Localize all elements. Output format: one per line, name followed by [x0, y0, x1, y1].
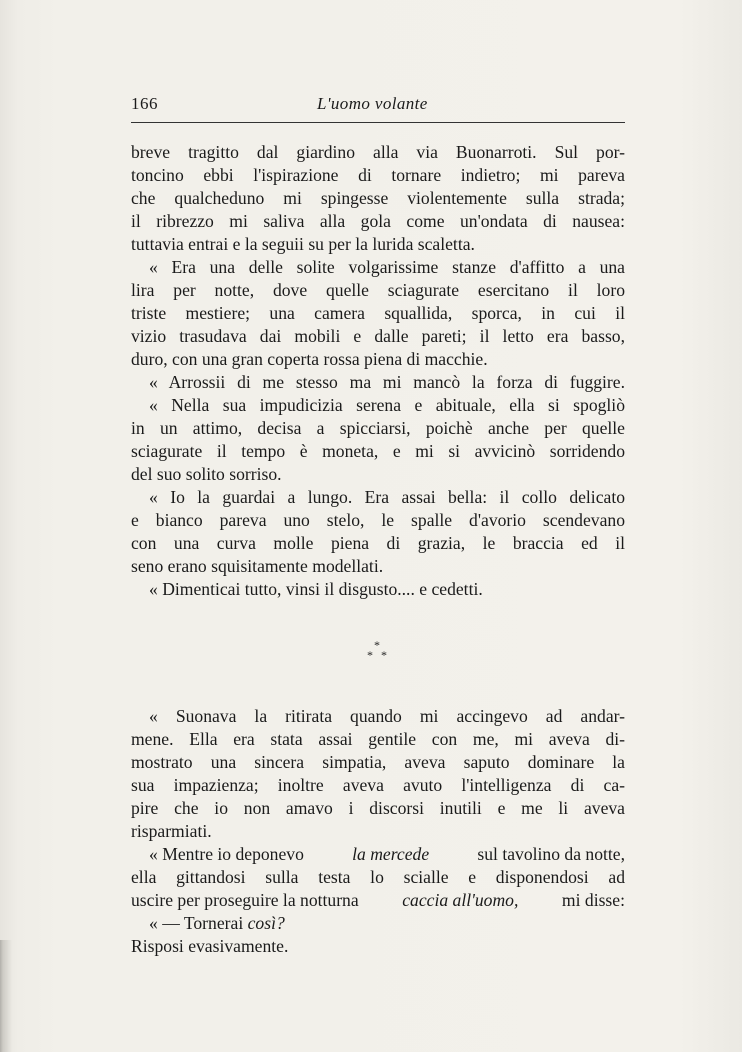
text-line: pire che io non amavo i discorsi inutili e me li aveva: [131, 798, 625, 818]
text-line: « Era una delle solite volgarissime stanze d'affitto a una: [149, 257, 625, 277]
text-line: duro, con una gran coperta rossa piena di macchie.: [131, 349, 488, 369]
text-line: seno erano squisitamente modellati.: [131, 556, 384, 576]
text-line: [131, 889, 625, 912]
italic-phrase: la mercede: [352, 844, 430, 864]
separator-star: *: [367, 648, 373, 662]
text-line: ella gittandosi sulla testa lo scialle e disponendosi ad: [131, 867, 625, 887]
text-line: risparmiati.: [131, 821, 212, 841]
text-line: « Io la guardai a lungo. Era assai bella: il collo delicato: [149, 487, 625, 507]
text-line: in un attimo, decisa a spicciarsi, poichè anche per quelle: [131, 418, 625, 438]
text-segment: « Mentre io deponevo: [149, 844, 304, 864]
text-line: tuttavia entrai e la seguii su per la lurida scaletta.: [131, 234, 475, 254]
text-line: toncino ebbi l'ispirazione di tornare indietro; mi pareva: [131, 165, 625, 185]
separator-star: *: [374, 638, 380, 652]
text-line: « Suonava la ritirata quando mi accingevo ad andar-: [149, 706, 625, 726]
text-line: « Nella sua impudicizia serena e abituale, ella si spogliò: [149, 395, 625, 415]
text-line: breve tragitto dal giardino alla via Buonarroti. Sul por-: [131, 142, 625, 162]
text-line: del suo solito sorriso.: [131, 464, 282, 484]
running-header: [131, 92, 625, 123]
text-line: triste mestiere; una camera squallida, sporca, in cui il: [131, 303, 625, 323]
italic-phrase: caccia all'uomo,: [402, 890, 519, 910]
running-title: L'uomo volante: [317, 94, 428, 113]
separator-star: *: [381, 648, 387, 662]
text-line: che qualcheduno mi spingesse violentemente sulla strada;: [131, 188, 625, 208]
text-line: mostrato una sincera simpatia, aveva saputo dominare la: [131, 752, 625, 772]
text-line: e bianco pareva uno stelo, le spalle d'avorio scendevano: [131, 510, 625, 530]
text-segment: « — Tornerai: [149, 913, 244, 933]
text-segment: mi disse:: [561, 890, 625, 910]
text-line: « Dimenticai tutto, vinsi il disgusto.... e cedetti.: [149, 579, 483, 599]
text-line: [131, 843, 625, 866]
text-line: « Arrossii di me stesso ma mi mancò la forza di fuggire.: [149, 372, 625, 392]
text-line: [131, 912, 285, 935]
text-line: mene. Ella era stata assai gentile con me, mi aveva di-: [131, 729, 625, 749]
section-separator: [365, 638, 391, 666]
text-line: con una curva molle piena di grazia, le braccia ed il: [131, 533, 625, 553]
text-segment: uscire per proseguire la notturna: [131, 890, 359, 910]
text-segment: sul tavolino da notte,: [477, 844, 625, 864]
text-line: lira per notte, dove quelle sciagurate esercitano il loro: [131, 280, 625, 300]
text-line: il ribrezzo mi saliva alla gola come un'ondata di nausea:: [131, 211, 625, 231]
text-line: sua impazienza; inoltre aveva avuto l'intelligenza di ca-: [131, 775, 625, 795]
text-line: vizio trasudava dai mobili e dalle pareti; il letto era basso,: [131, 326, 625, 346]
page-edge-shadow: [0, 940, 12, 1052]
italic-phrase: così?: [247, 913, 285, 933]
page-number: 166: [131, 94, 158, 113]
text-line: sciagurate il tempo è moneta, e mi si avvicinò sorridendo: [131, 441, 625, 461]
text-line: Risposi evasivamente.: [131, 936, 289, 956]
